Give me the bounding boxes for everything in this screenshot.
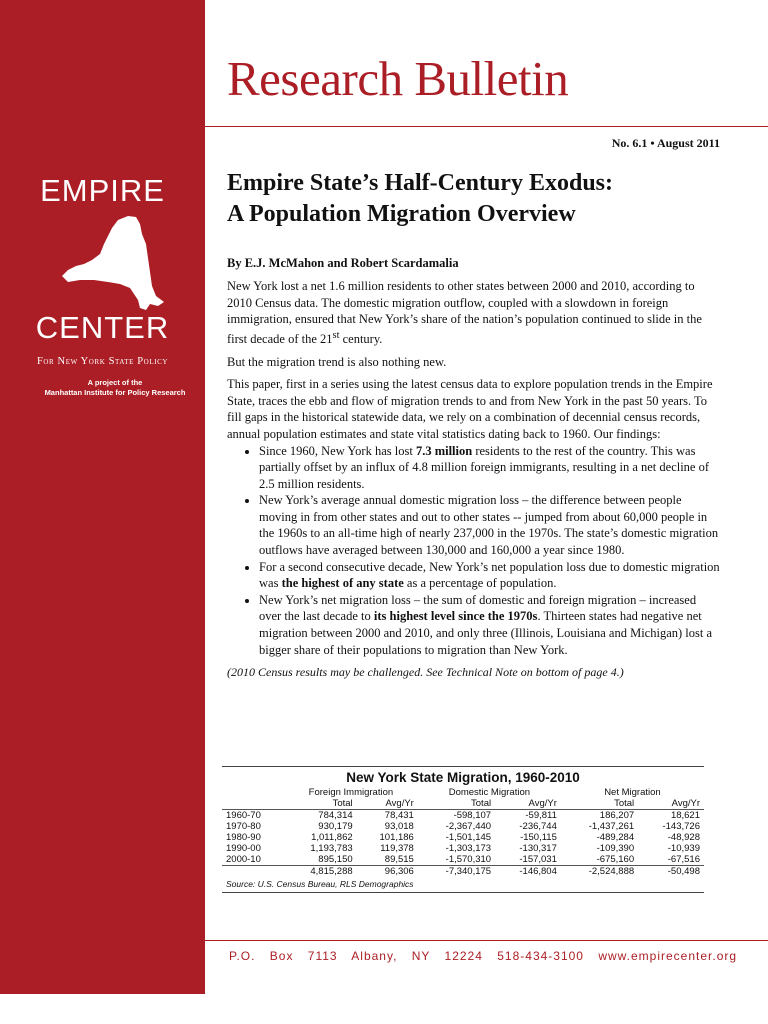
- finding-text: Since 1960, New York has lost: [259, 443, 416, 458]
- finding-text: . Thirteen states had negative net migration between 2000 and 2010, and only three (Illinois, Louisiana and Michigan) lost a bigger share of their populations to migration than New York.: [259, 609, 713, 657]
- finding-item: • New York’s average annual domestic migration loss – the difference between people moving in from other states and out to other states -- jumped from about 60,000 people in the 1960s to an all-time high of nearly 237,000 in the 1970s. The state’s domestic migration outflows have averaged between 130,000 and 160,000 a year since 1980.: [259, 492, 721, 558]
- table-cell: 18,621: [670, 810, 700, 821]
- table-cell: -146,804: [519, 866, 557, 877]
- table-cell: [222, 866, 284, 878]
- finding-text: as a percentage of population.: [403, 576, 557, 591]
- table-cell: 930,179: [318, 821, 353, 832]
- column-header: Avg/Yr: [357, 798, 418, 810]
- table-cell: -1,437,261: [588, 821, 635, 832]
- table-group-header: [222, 787, 704, 798]
- table-total-row: [222, 866, 704, 878]
- table-cell: -157,031: [495, 854, 561, 866]
- logo-empire-text: EMPIRE: [40, 173, 165, 208]
- column-header: Avg/Yr: [495, 798, 561, 810]
- footer-city: Albany, NY 12224: [351, 949, 483, 963]
- table-cell: 1990-00: [226, 843, 261, 854]
- footer: [229, 949, 737, 963]
- table-row: [222, 854, 704, 866]
- table-cell: -598,107: [453, 810, 492, 821]
- finding-bold: its highest level since the 1970s: [373, 609, 538, 624]
- finding-item: [259, 443, 721, 493]
- table-cell: -59,811: [525, 810, 557, 821]
- logo-tagline: For New York State Policy: [36, 356, 169, 367]
- finding-text: residents to the rest of the country. This was partially offset by an influx of 4.8 million foreign immigrants, resulting in a net decline of 2.5 million residents.: [259, 443, 710, 491]
- logo-note-line1: A project of the: [87, 378, 143, 387]
- article-body: [227, 278, 721, 687]
- table-cell: -2,524,888: [588, 866, 635, 877]
- finding-text: For a second consecutive decade, New York’s net population loss due to domestic migration was: [259, 559, 720, 591]
- table-source: Source: U.S. Census Bureau, RLS Demographics: [226, 879, 414, 889]
- table-cell: 1,193,783: [310, 843, 353, 854]
- table-cell: -1,501,145: [445, 832, 492, 843]
- logo-note-line2: Manhattan Institute for Policy Research: [44, 388, 186, 397]
- table-cell: -143,726: [662, 821, 700, 832]
- table-title: New York State Migration, 1960-2010: [346, 770, 580, 785]
- table-cell: -150,115: [520, 832, 557, 843]
- paragraph-intro-end: century.: [339, 331, 383, 346]
- group-header-domestic: Domestic Migration: [448, 787, 531, 798]
- table-row: [222, 810, 704, 822]
- table-cell: 784,314: [318, 810, 353, 821]
- footer-address: P.O. Box 7113: [229, 949, 338, 963]
- table-cell: -67,516: [638, 854, 704, 866]
- sidebar: [0, 0, 205, 994]
- table-cell: 2000-10: [222, 854, 284, 866]
- bulletin-title: Research Bulletin: [227, 51, 569, 106]
- headline-line2: A Population Migration Overview: [227, 201, 576, 227]
- table-cell: 895,150: [284, 854, 357, 866]
- migration-table: [222, 766, 704, 893]
- paragraph-trend: But the migration trend is also nothing new.: [227, 354, 447, 369]
- table-cell: -109,390: [596, 843, 635, 854]
- logo-note: [40, 378, 190, 398]
- footer-phone: 518-434-3100: [497, 949, 584, 963]
- table-cell: 1980-90: [226, 832, 261, 843]
- superscript-st: st: [332, 329, 340, 341]
- group-header-net: Net Migration: [604, 787, 661, 798]
- table-subheader: [222, 798, 704, 810]
- finding-item: [259, 592, 721, 658]
- table-row: [222, 843, 704, 854]
- table-cell: -7,340,175: [445, 866, 492, 877]
- finding-bold: 7.3 million: [415, 443, 473, 458]
- table-cell: 1,011,862: [311, 832, 353, 843]
- issue-number: No. 6.1 • August 2011: [611, 136, 720, 150]
- finding-item: [259, 559, 721, 592]
- table-cell: -675,160: [561, 854, 638, 866]
- column-header: Total: [418, 798, 495, 810]
- migration-data-table: [222, 787, 704, 877]
- group-header-foreign: Foreign Immigration: [308, 787, 394, 798]
- table-cell: -50,498: [667, 866, 700, 877]
- table-cell: 96,306: [384, 866, 414, 877]
- table-cell: 89,515: [357, 854, 418, 866]
- table-cell: 78,431: [384, 810, 414, 821]
- table-cell: -236,744: [519, 821, 557, 832]
- table-cell: -1,570,310: [418, 854, 495, 866]
- table-cell: 101,186: [379, 832, 414, 843]
- footer-web[interactable]: www.empirecenter.org: [598, 949, 738, 963]
- title-rule: [205, 126, 768, 127]
- headline-line1: Empire State’s Half-Century Exodus:: [227, 170, 613, 196]
- paragraph-method: This paper, first in a series using the latest census data to explore population trends in the Empire State, traces the ebb and flow of migration trends to and from New York in the past 50 years. To fill gaps in the historical statewide data, we rely on a combination of decennial census records, annual population estimates and state vital statistics dating back to 1960. Our findings:: [227, 377, 713, 441]
- table-cell: 1960-70: [226, 810, 261, 821]
- table-cell: 4,815,288: [310, 866, 353, 877]
- footer-rule: [205, 940, 768, 941]
- headline: [227, 168, 613, 230]
- table-cell: -10,939: [667, 843, 700, 854]
- table-cell: -2,367,440: [445, 821, 492, 832]
- finding-text: New York’s net migration loss – the sum of domestic and foreign migration – increased over the last decade to: [259, 592, 697, 624]
- table-cell: -130,317: [519, 843, 557, 854]
- new-york-state-map-icon: [60, 214, 170, 312]
- paragraph-intro-text: New York lost a net 1.6 million residents to other states between 2000 and 2010, according to 2010 Census data. The domestic migration outflow, coupled with a slowdown in foreign immigration, ensured that New York’s share of the nation’s population continued to slide in the first decade of the 21: [227, 279, 702, 346]
- table-cell: -48,928: [667, 832, 700, 843]
- column-header: Total: [561, 798, 638, 810]
- table-row: [222, 821, 704, 832]
- table-cell: 119,378: [380, 843, 414, 854]
- table-cell: 186,207: [599, 810, 635, 821]
- table-cell: 93,018: [384, 821, 414, 832]
- table-cell: 1970-80: [226, 821, 261, 832]
- byline: By E.J. McMahon and Robert Scardamalia: [227, 256, 459, 270]
- table-row: [222, 832, 704, 843]
- census-note: (2010 Census results may be challenged. See Technical Note on bottom of page 4.): [227, 665, 624, 680]
- paragraph-intro: [227, 278, 721, 348]
- table-cell: -1,303,173: [445, 843, 492, 854]
- column-header: Avg/Yr: [638, 798, 704, 810]
- logo-center-text: CENTER: [35, 310, 170, 345]
- findings-list: [227, 443, 721, 659]
- table-cell: -489,284: [596, 832, 635, 843]
- column-header: Total: [284, 798, 357, 810]
- finding-bold: the highest of any state: [281, 576, 404, 591]
